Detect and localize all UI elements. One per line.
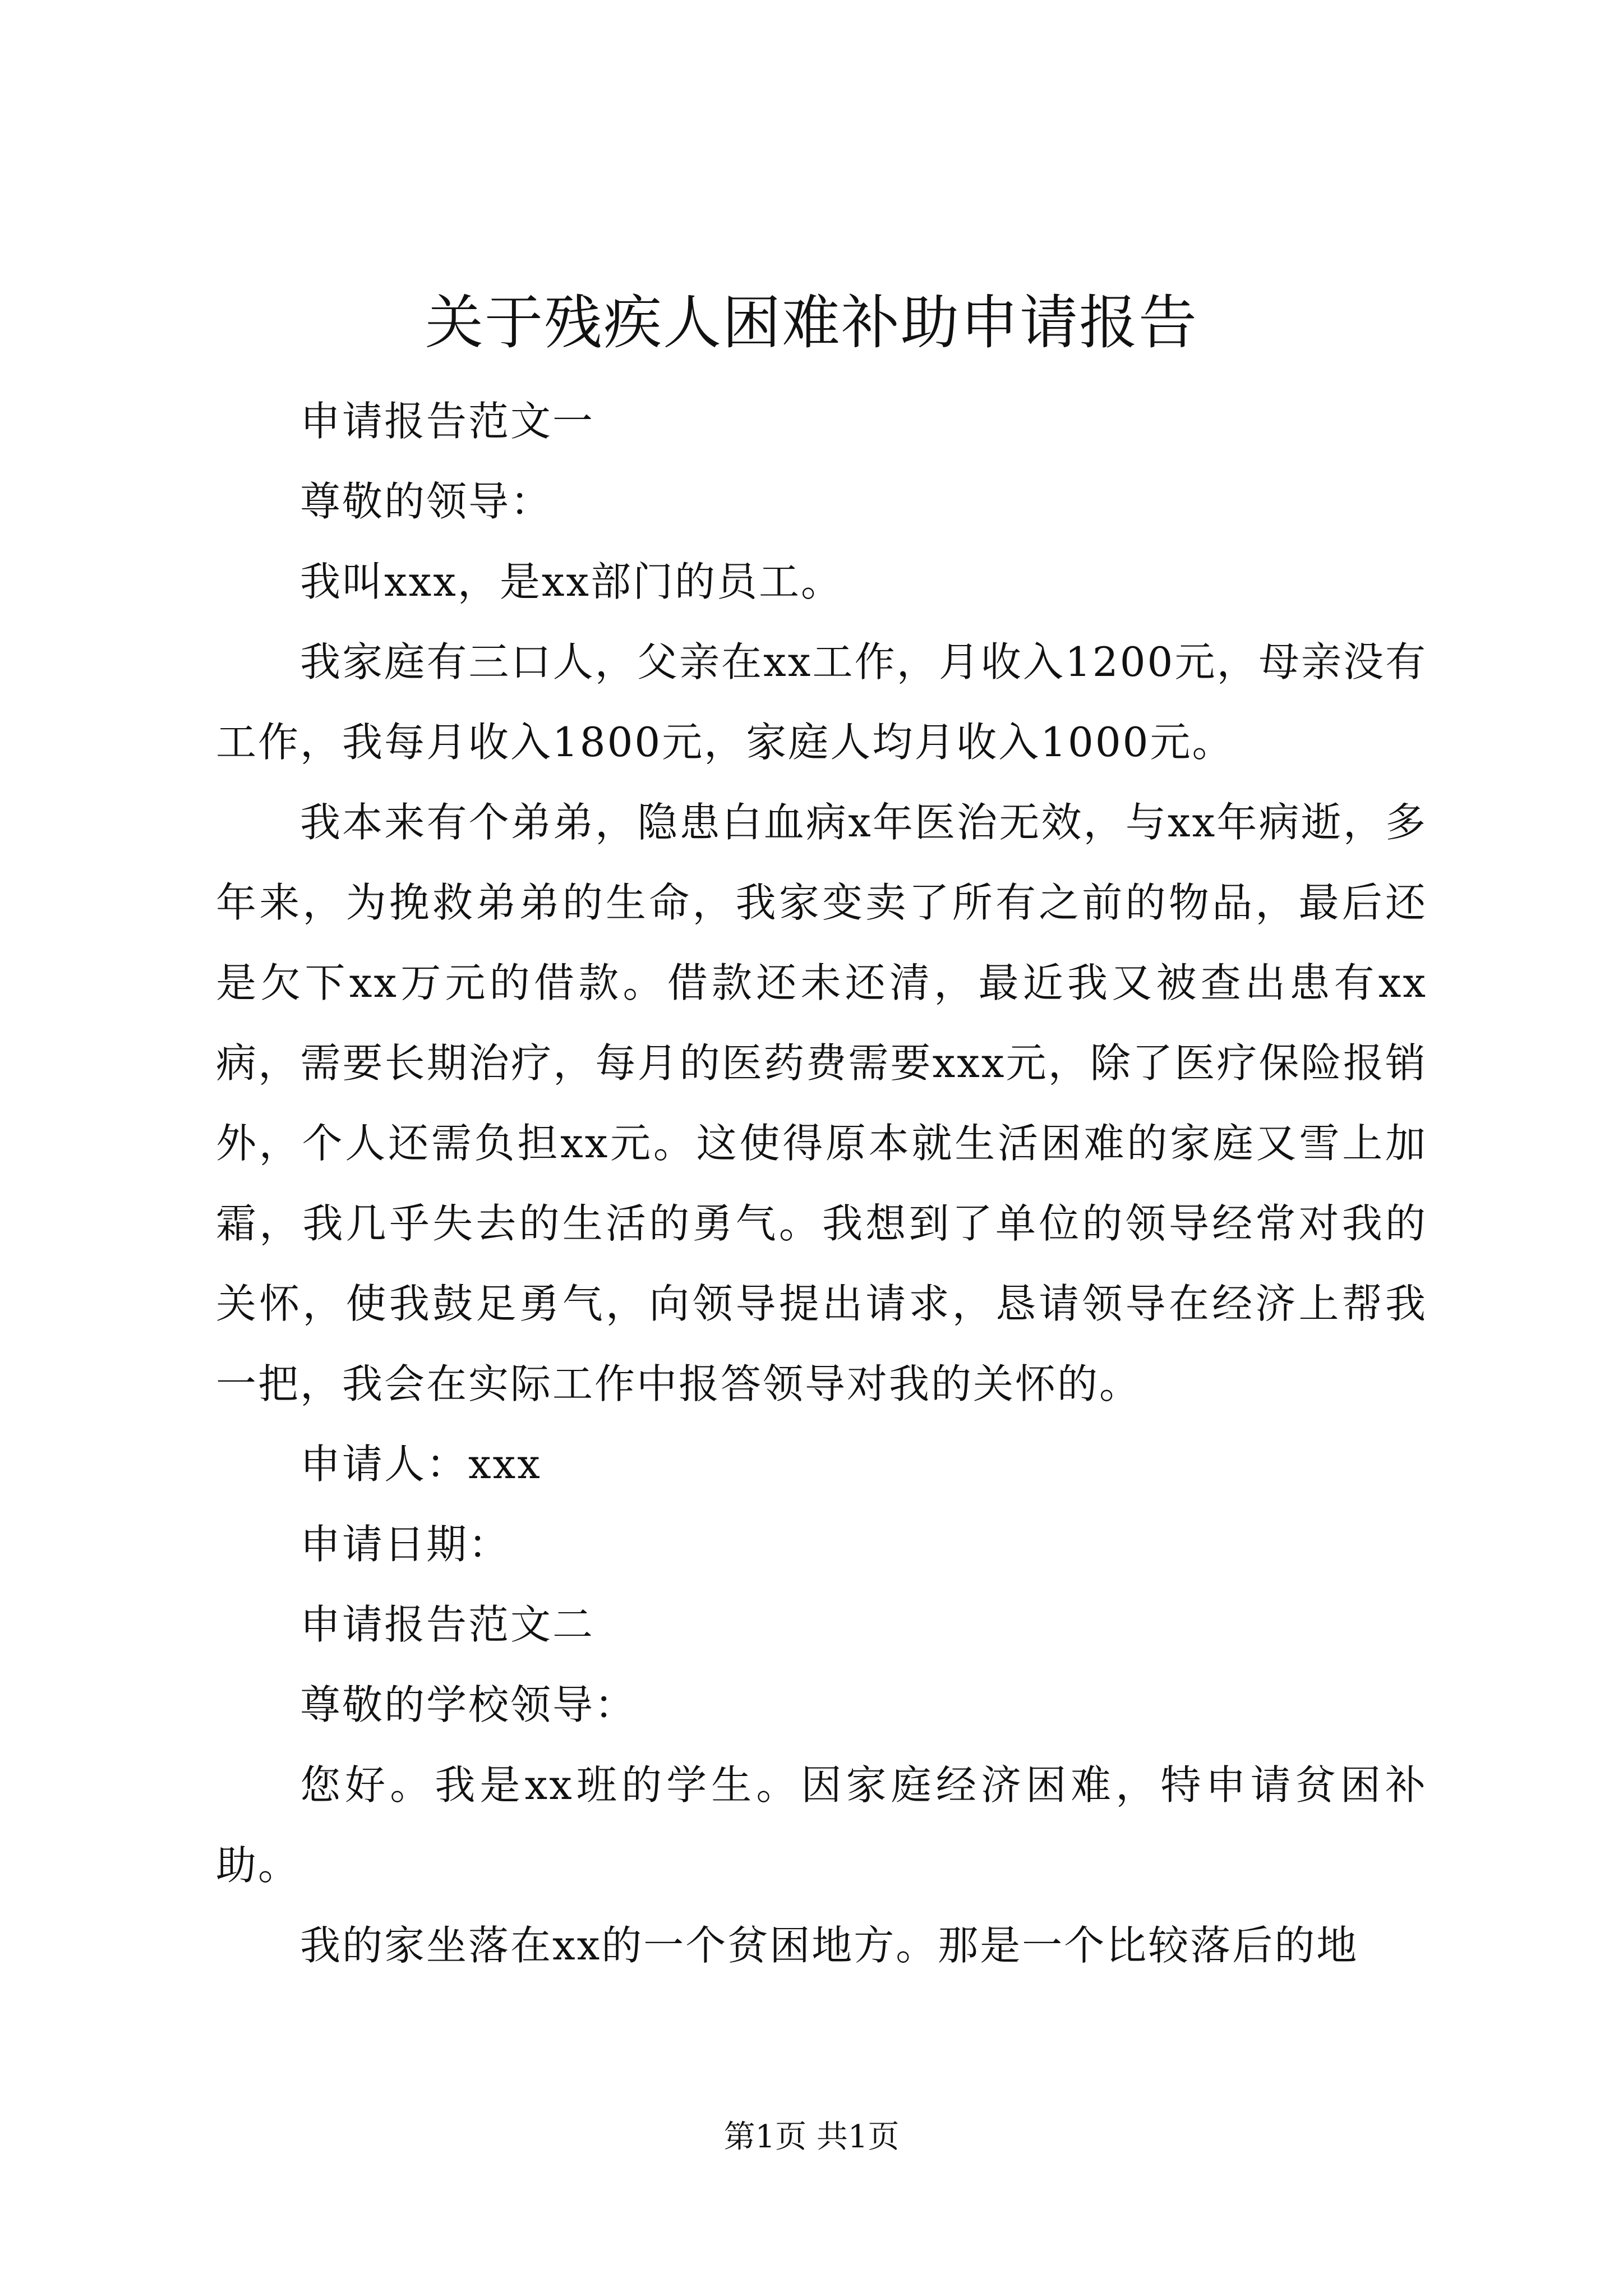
paragraph-home-description: 我的家坐落在xx的一个贫困地方。那是一个比较落后的地 — [300, 1922, 1359, 1969]
paragraph-salutation-1: 尊敬的领导： — [300, 478, 553, 525]
paragraph-heading-sample-2: 申请报告范文二 — [300, 1601, 595, 1648]
paragraph-greeting: 您好。我是xx班的学生。因家庭经济困难，特申请贫困补助。 — [216, 1761, 1427, 1889]
paragraph-family-income: 我家庭有三口人，父亲在xx工作，月收入1200元，母亲没有工作，我每月收入1800元，家庭人均月收入1000元。 — [216, 638, 1427, 766]
page-number-footer: 第1页 共1页 — [723, 2119, 900, 2155]
paragraph-applicant: 申请人：xxx — [300, 1441, 542, 1488]
paragraph-application-date: 申请日期： — [300, 1521, 511, 1568]
document-body — [216, 381, 1427, 1986]
paragraph-heading-sample-1: 申请报告范文一 — [300, 398, 595, 445]
paragraph-intro: 我叫xxx，是xx部门的员工。 — [300, 558, 843, 605]
paragraph-salutation-2: 尊敬的学校领导： — [300, 1681, 637, 1728]
paragraph-hardship: 我本来有个弟弟，隐患白血病x年医治无效，与xx年病逝，多年来，为挽救弟弟的生命，我家变卖了所有之前的物品，最后还是欠下xx万元的借款。借款还未还清，最近我又被查出患有xx病，需要长期治疗，每月的医药费需要xxx元，除了医疗保险报销外，个人还需负担xx元。这使得原本就生活困难的家庭又雪上加霜，我几乎失去的生活的勇气。我想到了单位的领导经常对我的关怀，使我鼓足勇气，向领导提出请求，恳请领导在经济上帮我一把，我会在实际工作中报答领导对我的关怀的。 — [216, 799, 1427, 1407]
document-title: 关于残疾人困难补助申请报告 — [425, 288, 1198, 357]
